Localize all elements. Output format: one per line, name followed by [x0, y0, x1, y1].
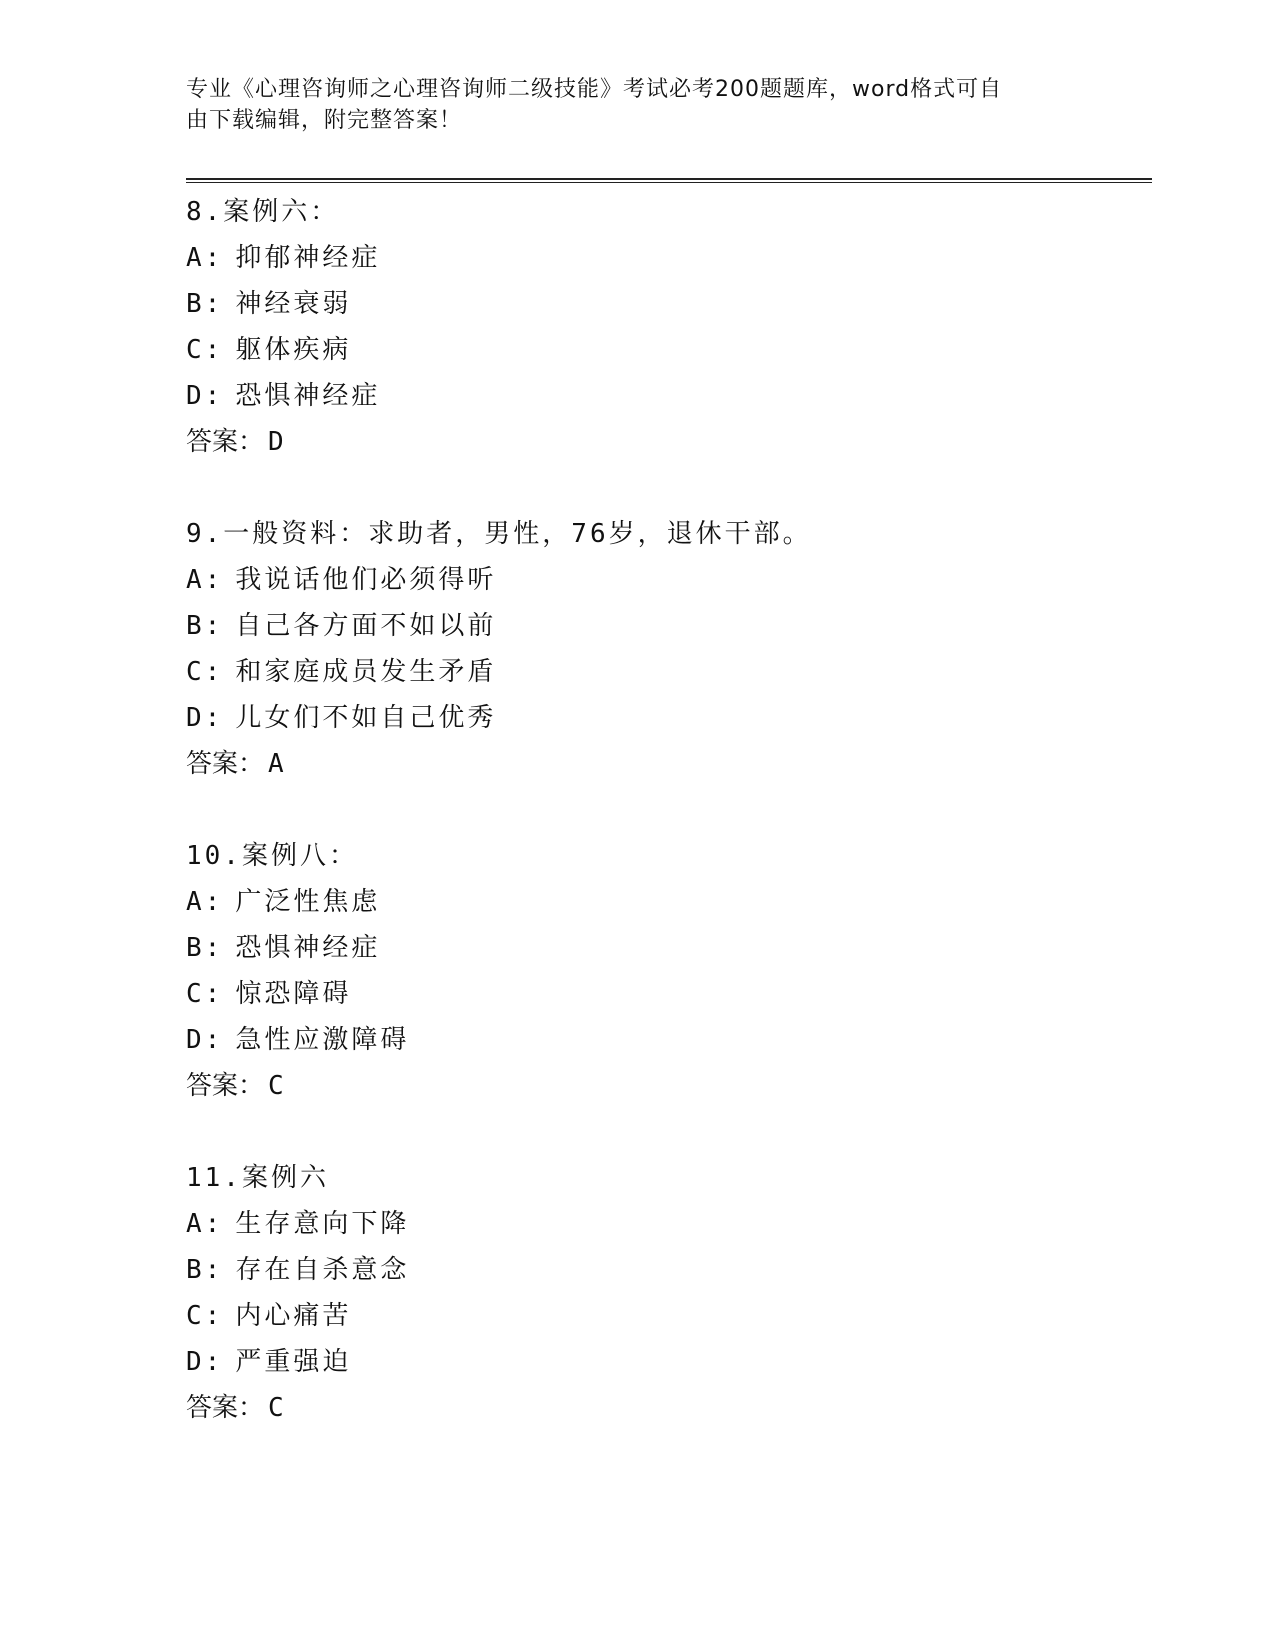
header-line-2: 由下载编辑，附完整答案！	[186, 108, 463, 133]
option-key: B:	[186, 611, 224, 641]
option-d	[186, 1017, 1146, 1063]
question-item	[186, 1155, 1146, 1431]
option-text: 儿女们不如自己优秀	[235, 703, 497, 733]
option-text: 我说话他们必须得听	[235, 565, 497, 595]
option-key: C:	[186, 657, 224, 687]
option-a	[186, 557, 1146, 603]
document-header	[186, 74, 1066, 136]
option-text: 急性应激障碍	[235, 1025, 410, 1055]
option-text: 恐惧神经症	[235, 381, 381, 411]
option-c	[186, 1293, 1146, 1339]
option-a	[186, 235, 1146, 281]
option-b	[186, 603, 1146, 649]
answer-label: 答案：	[186, 749, 265, 779]
option-a	[186, 1201, 1146, 1247]
question-item	[186, 189, 1146, 465]
question-item	[186, 833, 1146, 1109]
option-text: 广泛性焦虑	[235, 887, 381, 917]
answer-value: C	[268, 1393, 284, 1423]
option-text: 生存意向下降	[235, 1209, 410, 1239]
option-text: 惊恐障碍	[235, 979, 352, 1009]
answer-label: 答案：	[186, 1393, 265, 1423]
answer-line	[186, 1063, 1146, 1109]
answer-label: 答案：	[186, 427, 265, 457]
question-stem: 11.案例六	[186, 1163, 329, 1193]
option-key: D:	[186, 1025, 224, 1055]
answer-line	[186, 419, 1146, 465]
header-line-1: 专业《心理咨询师之心理咨询师二级技能》考试必考200题题库，word格式可自	[186, 77, 1003, 102]
option-b	[186, 925, 1146, 971]
option-key: B:	[186, 933, 224, 963]
answer-line	[186, 1385, 1146, 1431]
header-divider-thick	[186, 178, 1152, 180]
option-key: C:	[186, 1301, 224, 1331]
option-key: A:	[186, 887, 224, 917]
option-text: 和家庭成员发生矛盾	[235, 657, 497, 687]
option-key: B:	[186, 289, 224, 319]
question-stem: 10.案例八：	[186, 841, 358, 871]
option-b	[186, 281, 1146, 327]
option-text: 存在自杀意念	[235, 1255, 410, 1285]
option-key: A:	[186, 243, 224, 273]
option-d	[186, 695, 1146, 741]
option-text: 抑郁神经症	[235, 243, 381, 273]
option-key: A:	[186, 565, 224, 595]
question-item	[186, 511, 1146, 787]
option-key: A:	[186, 1209, 224, 1239]
option-b	[186, 1247, 1146, 1293]
option-text: 严重强迫	[235, 1347, 352, 1377]
question-stem: 8.案例六：	[186, 197, 340, 227]
option-text: 内心痛苦	[235, 1301, 352, 1331]
question-list	[186, 189, 1146, 1477]
option-d	[186, 1339, 1146, 1385]
option-key: D:	[186, 381, 224, 411]
option-key: C:	[186, 979, 224, 1009]
option-text: 神经衰弱	[235, 289, 352, 319]
option-c	[186, 971, 1146, 1017]
answer-label: 答案：	[186, 1071, 265, 1101]
option-a	[186, 879, 1146, 925]
answer-value: C	[268, 1071, 284, 1101]
question-stem: 9.一般资料：求助者，男性，76岁，退休干部。	[186, 519, 812, 549]
option-c	[186, 327, 1146, 373]
header-divider-thin	[186, 182, 1152, 183]
option-key: B:	[186, 1255, 224, 1285]
option-text: 恐惧神经症	[235, 933, 381, 963]
answer-value: D	[268, 427, 284, 457]
option-key: C:	[186, 335, 224, 365]
option-key: D:	[186, 703, 224, 733]
option-d	[186, 373, 1146, 419]
option-text: 自己各方面不如以前	[235, 611, 497, 641]
answer-value: A	[268, 749, 284, 779]
option-key: D:	[186, 1347, 224, 1377]
option-c	[186, 649, 1146, 695]
answer-line	[186, 741, 1146, 787]
option-text: 躯体疾病	[235, 335, 352, 365]
